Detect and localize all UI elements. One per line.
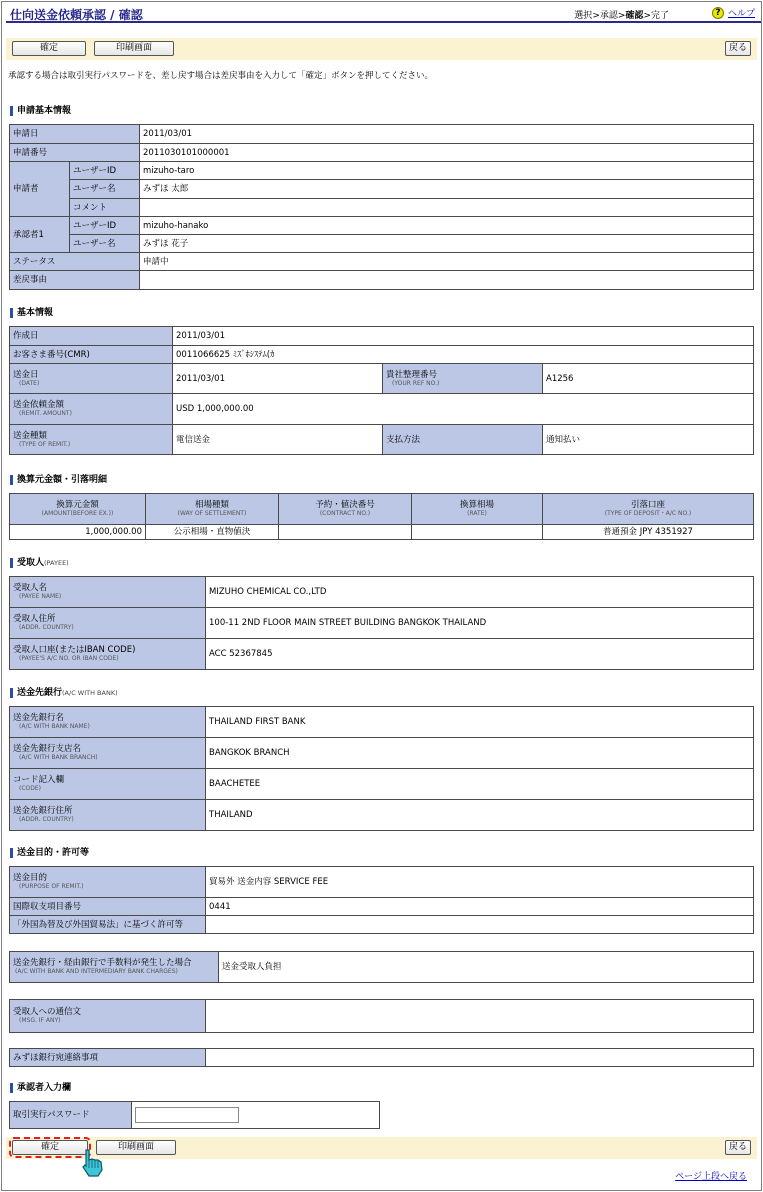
exchange-header-contract-sub: (CONTRACT NO.) bbox=[319, 510, 371, 517]
reason-label: 差戻事由 bbox=[10, 271, 140, 290]
exchange-header-settlement-text: 相場種類 bbox=[194, 500, 229, 510]
ref-label-sub: (YOUR REF NO.) bbox=[392, 379, 440, 387]
remit-type-label bbox=[10, 425, 173, 455]
confirm-button-bottom[interactable]: 確定 bbox=[12, 1140, 88, 1155]
payee-name-label-text: 受取人名 bbox=[13, 583, 48, 593]
bank-code-label bbox=[10, 769, 206, 800]
bank-branch-value: BANGKOK BRANCH bbox=[206, 738, 754, 769]
approver-input-table bbox=[9, 1101, 380, 1129]
send-date-value: 2011/03/01 bbox=[173, 364, 383, 394]
bank-addr-value: THAILAND bbox=[206, 800, 754, 831]
exchange-header-rate-text: 換算相場 bbox=[459, 500, 494, 510]
section-title-basic: 基本情報 bbox=[10, 308, 53, 318]
payee-addr-value: 100-11 2ND FLOOR MAIN STREET BUILDING BANGKOK THAILAND bbox=[206, 608, 754, 639]
exchange-header-contract-text: 予約・値決番号 bbox=[315, 500, 375, 510]
ref-label-text: 貴社整理番号 bbox=[386, 369, 438, 380]
exchange-table bbox=[9, 493, 754, 540]
charges-table bbox=[9, 951, 754, 983]
payee-name-label bbox=[10, 577, 206, 608]
page-top-link[interactable]: ページ上段へ戻る bbox=[675, 1172, 747, 1182]
top-button-bar bbox=[6, 38, 757, 60]
step-sep: > bbox=[592, 11, 600, 21]
bank-branch-label bbox=[10, 738, 206, 769]
send-date-label-text: 送金日 bbox=[13, 369, 39, 380]
payee-title-sub: (PAYEE) bbox=[44, 559, 69, 567]
msg-value bbox=[206, 1000, 754, 1033]
permit-label: 「外国為替及び外国貿易法」に基づく許可等 bbox=[10, 916, 206, 934]
help-link[interactable]: ヘルプ bbox=[727, 9, 755, 19]
contact-value bbox=[206, 1049, 754, 1067]
exchange-header-amount bbox=[10, 494, 146, 525]
send-date-label bbox=[10, 364, 173, 394]
approver-id-value: mizuho-hanako bbox=[140, 217, 754, 235]
page-frame bbox=[1, 1, 762, 1191]
exchange-header-settlement bbox=[146, 494, 279, 525]
apply-date-label: 申請日 bbox=[10, 125, 140, 144]
bank-name-value: THAILAND FIRST BANK bbox=[206, 707, 754, 738]
section-title-purpose: 送金目的・許可等 bbox=[10, 848, 89, 858]
hand-cursor-icon bbox=[78, 1148, 108, 1178]
exchange-header-rate-sub: (RATE) bbox=[467, 510, 487, 517]
bank-addr-label bbox=[10, 800, 206, 831]
step-sep: > bbox=[643, 11, 651, 21]
applicant-name-value: みずほ 太郎 bbox=[140, 180, 754, 199]
section-title-approver-input: 承認者入力欄 bbox=[10, 1083, 71, 1093]
approver-label: 承認者1 bbox=[10, 217, 70, 253]
bank-title-text: 送金先銀行 bbox=[17, 688, 63, 698]
cmr-label: お客さま番号(CMR) bbox=[10, 346, 173, 364]
charges-label-sub: (A/C WITH BANK AND INTERMEDIARY BANK CHARGES) bbox=[15, 968, 178, 975]
created-date-label: 作成日 bbox=[10, 327, 173, 346]
approver-id-label: ユーザーID bbox=[70, 217, 140, 235]
bank-code-label-sub: (CODE) bbox=[19, 785, 42, 792]
payee-acct-label-sub: (PAYEE'S A/C NO. OR IBAN CODE) bbox=[19, 655, 119, 662]
send-date-label-sub: (DATE) bbox=[19, 379, 40, 387]
bank-table bbox=[9, 706, 754, 831]
charges-value: 送金受取人負担 bbox=[219, 952, 754, 983]
bop-label: 国際収支項目番号 bbox=[10, 898, 206, 916]
msg-label bbox=[10, 1000, 206, 1033]
bank-name-label bbox=[10, 707, 206, 738]
purpose-label-sub: (PURPOSE OF REMIT.) bbox=[19, 883, 84, 890]
pay-method-label: 支払方法 bbox=[383, 425, 543, 455]
comment-label: コメント bbox=[70, 199, 140, 217]
step-select: 選択 bbox=[574, 11, 593, 21]
section-title-payee bbox=[10, 558, 69, 568]
msg-label-sub: (MSG. IF ANY) bbox=[19, 1017, 61, 1024]
cmr-value: 0011066625 ﾐｽﾞﾎｼｽﾃﾑ(ｶ bbox=[173, 346, 754, 364]
page-title: 仕向送金依頼承認 / 確認 bbox=[10, 8, 143, 22]
step-approve: 承認 bbox=[599, 11, 618, 21]
exchange-header-settlement-sub: (WAY OF SETTLEMENT) bbox=[177, 510, 247, 517]
bank-branch-label-sub: (A/C WITH BANK BRANCH) bbox=[19, 754, 98, 761]
amount-label bbox=[10, 394, 173, 425]
ref-value: A1256 bbox=[543, 364, 754, 394]
section-title-exchange: 換算元金額・引落明細 bbox=[10, 475, 107, 485]
remit-type-value: 電信送金 bbox=[173, 425, 383, 455]
help-icon[interactable]: ? bbox=[712, 7, 724, 19]
payee-addr-label-sub: (ADDR. COUNTRY) bbox=[19, 624, 74, 631]
permit-value bbox=[206, 916, 754, 934]
comment-value bbox=[140, 199, 754, 217]
confirm-button-top[interactable]: 確定 bbox=[12, 41, 86, 56]
payee-name-label-sub: (PAYEE NAME) bbox=[19, 593, 62, 600]
purpose-value: 貿易外 送金内容 SERVICE FEE bbox=[206, 867, 754, 898]
remit-type-label-sub: (TYPE OF REMIT.) bbox=[19, 440, 71, 448]
contact-table bbox=[9, 1048, 754, 1067]
charges-label bbox=[10, 952, 219, 983]
print-button-bottom[interactable]: 印刷画面 bbox=[96, 1140, 176, 1155]
reason-value bbox=[140, 271, 754, 290]
bank-name-label-text: 送金先銀行名 bbox=[13, 713, 65, 723]
created-date-value: 2011/03/01 bbox=[173, 327, 754, 346]
exchange-header-amount-text: 換算元金額 bbox=[56, 500, 99, 510]
exchange-cell-contract bbox=[279, 525, 412, 540]
purpose-label-text: 送金目的 bbox=[13, 873, 48, 883]
approver-name-label: ユーザー名 bbox=[70, 235, 140, 253]
bank-code-label-text: コード記入欄 bbox=[13, 775, 65, 785]
payee-title-text: 受取人 bbox=[17, 558, 45, 568]
amount-value: USD 1,000,000.00 bbox=[173, 394, 754, 425]
amount-label-text: 送金依頼金額 bbox=[13, 400, 65, 410]
applicant-id-label: ユーザーID bbox=[70, 162, 140, 180]
exchange-cell-amount: 1,000,000.00 bbox=[10, 525, 146, 540]
exchange-header-account-text: 引落口座 bbox=[630, 500, 665, 510]
exchange-header-amount-sub: (AMOUNT(BEFORE EX.)) bbox=[41, 510, 114, 517]
request-info-table bbox=[9, 124, 754, 290]
help-link-group[interactable] bbox=[712, 6, 755, 19]
apply-no-label: 申請番号 bbox=[10, 144, 140, 162]
purpose-table bbox=[9, 866, 754, 934]
msg-label-text: 受取人への通信文 bbox=[13, 1007, 82, 1017]
bank-branch-label-text: 送金先銀行支店名 bbox=[13, 744, 82, 754]
section-title-request: 申請基本情報 bbox=[10, 106, 71, 116]
bank-addr-label-text: 送金先銀行住所 bbox=[13, 806, 73, 816]
payee-name-value: MIZUHO CHEMICAL CO.,LTD bbox=[206, 577, 754, 608]
bop-value: 0441 bbox=[206, 898, 754, 916]
amount-label-sub: (REMIT. AMOUNT) bbox=[19, 410, 72, 417]
bottom-button-bar bbox=[6, 1137, 757, 1159]
applicant-name-label: ユーザー名 bbox=[70, 180, 140, 199]
password-input[interactable] bbox=[135, 1107, 239, 1123]
apply-no-value: 2011030101000001 bbox=[140, 144, 754, 162]
exchange-header-contract bbox=[279, 494, 412, 525]
bank-addr-label-sub: (ADDR. COUNTRY) bbox=[19, 816, 74, 823]
charges-label-text: 送金先銀行・経由銀行で手数料が発生した場合 bbox=[13, 958, 192, 968]
status-label: ステータス bbox=[10, 253, 140, 271]
exchange-cell-account: 普通預金 JPY 4351927 bbox=[543, 525, 754, 540]
payee-addr-label-text: 受取人住所 bbox=[13, 614, 56, 624]
bank-code-value: BAACHETEE bbox=[206, 769, 754, 800]
payee-acct-label bbox=[10, 639, 206, 670]
step-complete: 完了 bbox=[650, 11, 669, 21]
back-button-top[interactable]: 戻る bbox=[725, 41, 751, 56]
bank-name-label-sub: (A/C WITH BANK NAME) bbox=[19, 723, 90, 730]
print-button-top[interactable]: 印刷画面 bbox=[94, 41, 174, 56]
exchange-cell-rate bbox=[412, 525, 543, 540]
title-bar bbox=[6, 5, 761, 23]
exchange-header-rate bbox=[412, 494, 543, 525]
message-table bbox=[9, 999, 754, 1033]
payee-acct-value: ACC 52367845 bbox=[206, 639, 754, 670]
password-label: 取引実行パスワード bbox=[10, 1102, 132, 1129]
instruction-text: 承認する場合は取引実行パスワードを、差し戻す場合は差戻事由を入力して「確定」ボタンを押してください。 bbox=[8, 71, 434, 81]
applicant-label: 申請者 bbox=[10, 162, 70, 217]
status-value: 申請中 bbox=[140, 253, 754, 271]
applicant-id-value: mizuho-taro bbox=[140, 162, 754, 180]
purpose-label bbox=[10, 867, 206, 898]
exchange-header-account-sub: (TYPE OF DEPOSIT・A/C NO.) bbox=[604, 510, 692, 517]
section-title-bank bbox=[10, 688, 118, 698]
payee-addr-label bbox=[10, 608, 206, 639]
back-button-bottom[interactable]: 戻る bbox=[725, 1140, 751, 1155]
remit-type-label-text: 送金種類 bbox=[13, 430, 48, 441]
ref-label bbox=[383, 364, 543, 394]
step-indicator bbox=[574, 8, 669, 21]
exchange-cell-settlement: 公示相場・直物値決 bbox=[146, 525, 279, 540]
step-sep: > bbox=[617, 11, 626, 21]
apply-date-value: 2011/03/01 bbox=[140, 125, 754, 144]
payee-table bbox=[9, 576, 754, 670]
pay-method-value: 通知払い bbox=[543, 425, 754, 455]
step-confirm-current: 確認 bbox=[625, 11, 644, 21]
approver-name-value: みずほ 花子 bbox=[140, 235, 754, 253]
bank-title-sub: (A/C WITH BANK) bbox=[62, 689, 118, 697]
exchange-header-account bbox=[543, 494, 754, 525]
contact-label: みずほ銀行宛連絡事項 bbox=[10, 1049, 206, 1067]
basic-info-table bbox=[9, 326, 754, 455]
payee-acct-label-text: 受取人口座(またはIBAN CODE) bbox=[13, 645, 136, 655]
